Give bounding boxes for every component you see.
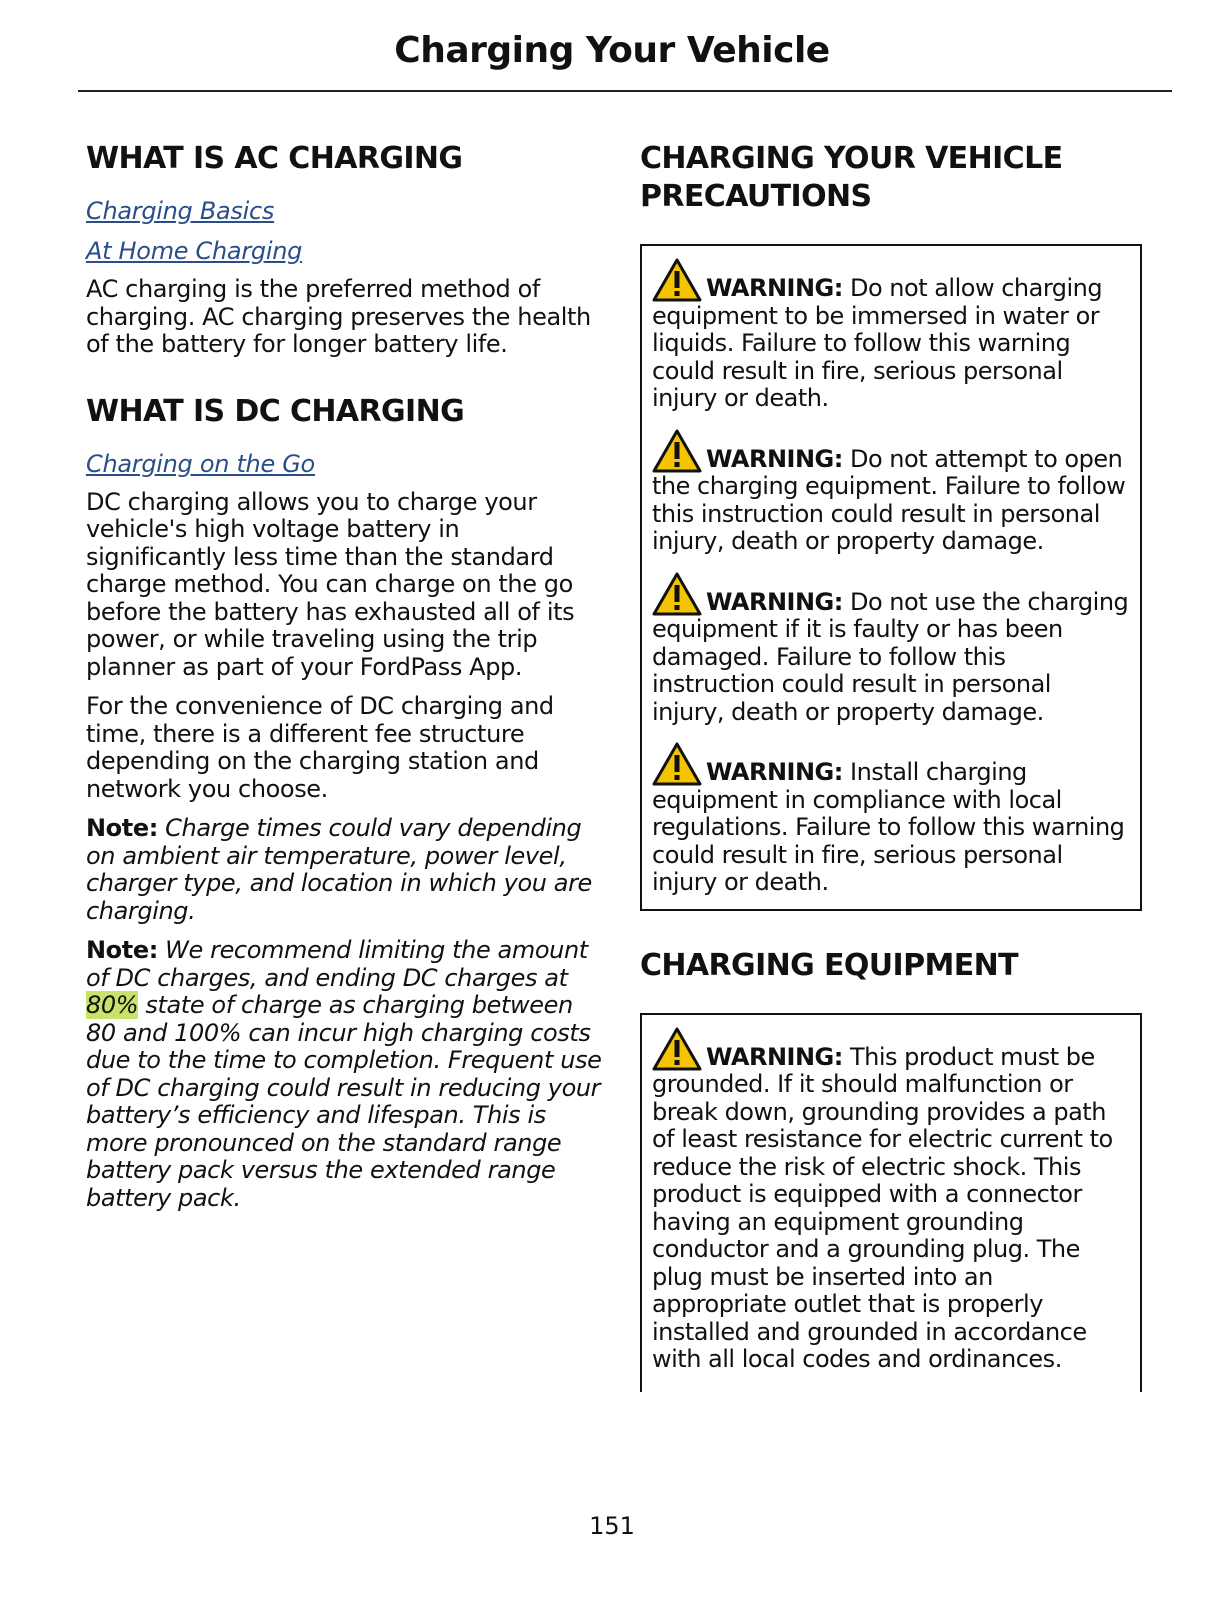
charging-equipment-heading: CHARGING EQUIPMENT [640, 947, 1019, 983]
ac-charging-paragraph: AC charging is the preferred method of charging. AC charging preserves the health of the battery for longer battery life. [86, 275, 591, 358]
warning-text: Do not attempt to open the charging equipment. Failure to follow this instruction could result in personal injury, death or property damage. [652, 444, 1126, 555]
warning-text: Do not allow charging equipment to be immersed in water or liquids. Failure to follow this warning could result in fire, serious personal injury or death. [652, 274, 1103, 412]
warning-triangle-icon [652, 572, 702, 616]
right-column [640, 140, 1162, 1392]
warning-triangle-icon [652, 429, 702, 473]
precautions-heading: CHARGING YOUR VEHICLE PRECAUTIONS [640, 141, 1063, 214]
warning-triangle-icon [652, 742, 702, 786]
equipment-warning-box [640, 1013, 1142, 1392]
note-label: Note: [86, 814, 158, 842]
left-column [86, 140, 606, 1224]
charging-basics-link[interactable]: Charging Basics [86, 197, 275, 225]
warning-item [652, 572, 1130, 727]
warning-item [652, 429, 1130, 556]
note-text: Charge times could vary depending on ambient air temperature, power level, charger type, and location in which you are charging. [86, 814, 592, 925]
warning-label: WARNING: [706, 587, 843, 616]
warning-item [652, 742, 1130, 897]
warning-label: WARNING: [706, 758, 843, 786]
charging-on-the-go-link[interactable]: Charging on the Go [86, 449, 315, 478]
dc-charging-paragraph-2: For the convenience of DC charging and time, there is a different fee structure depending on the charging station and network you choose. [86, 692, 554, 803]
page-number: 151 [589, 1512, 635, 1540]
note-text-before: We recommend limiting the amount of DC charges, and ending DC charges at [86, 936, 588, 992]
warning-triangle-icon [652, 258, 702, 302]
warning-text: Do not use the charging equipment if it is faulty or has been damaged. Failure to follow this instruction could result in personal injury, death or property damage. [652, 587, 1129, 726]
warning-text: This product must be grounded. If it should malfunction or break down, grounding provides a path of least resistance for electric current to reduce the risk of electric shock. This product is equipped with a connector having an equipment grounding conductor and a grounding plug. The plug must be inserted into an appropriate outlet that is properly installed and grounded in accordance with all local codes and ordinances. [652, 1042, 1113, 1373]
note-label: Note: [86, 936, 158, 964]
note-charge-times [86, 815, 606, 925]
note-dc-limit [86, 937, 606, 1212]
title-divider [78, 90, 1172, 92]
warning-item [652, 258, 1130, 413]
warning-item [652, 1027, 1130, 1374]
warning-text: Install charging equipment in compliance with local regulations. Failure to follow this warning could result in fire, serious personal injury or death. [652, 758, 1125, 896]
ac-charging-heading: WHAT IS AC CHARGING [86, 141, 463, 176]
warning-label: WARNING: [706, 444, 843, 473]
highlighted-percentage: 80% [86, 991, 139, 1019]
warning-label: WARNING: [706, 274, 843, 302]
page-title: Charging Your Vehicle [394, 30, 830, 71]
at-home-charging-link[interactable]: At Home Charging [86, 237, 303, 265]
dc-charging-paragraph-1: DC charging allows you to charge your vehicle's high voltage battery in significantly less time than the standard charge method. You can charge on the go before the battery has exhausted all of its power, or while traveling using the trip planner as part of your FordPass App. [86, 487, 575, 681]
dc-charging-heading: WHAT IS DC CHARGING [86, 393, 465, 429]
precautions-warning-box [640, 244, 1142, 911]
warning-label: WARNING: [706, 1042, 843, 1071]
warning-triangle-icon [652, 1027, 702, 1071]
note-text-after: state of charge as charging between 80 and 100% can incur high charging costs due to the time to completion. Frequent use of DC charging could result in reducing your battery’s efficiency and lifespan. This is more pronounced on the standard range battery pack versus the extended range battery pack. [86, 991, 602, 1212]
